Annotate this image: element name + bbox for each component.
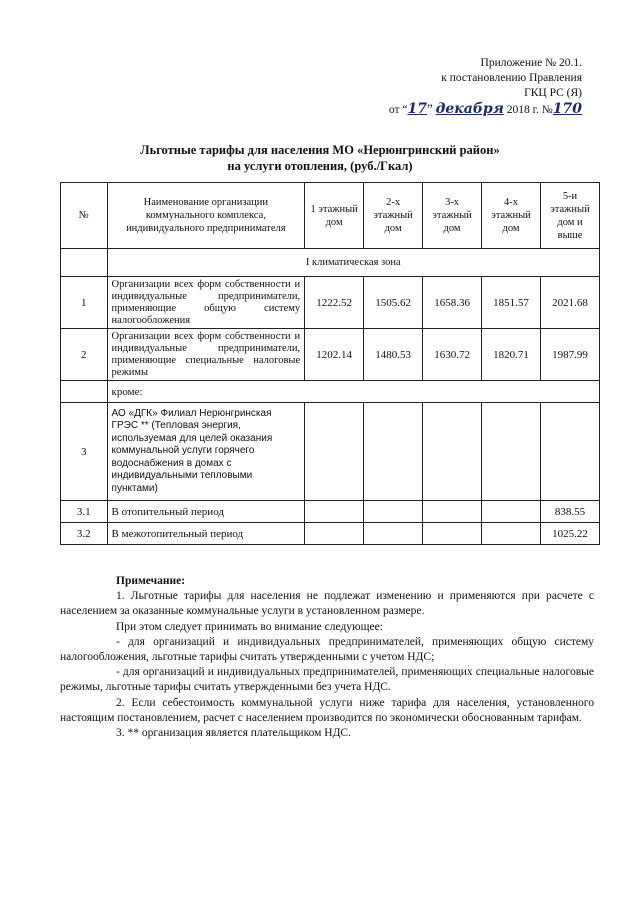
row-org: АО «ДГК» Филиал Нерюнгринская ГРЭС ** (Тепловая энергия, используемая для целей оказания коммунальной услуги горячего водоснабжения в домах с индивидуальными тепловыми пунктами) bbox=[107, 403, 305, 501]
document-title bbox=[0, 142, 640, 174]
note-3: - для организаций и индивидуальных предпринимателей, применяющих общую систему налогообложения, льготные тарифы считать утвержденными с учетом НДС; bbox=[60, 635, 594, 664]
row-value: 1202.14 bbox=[305, 329, 364, 381]
appendix-line-3: ГКЦ РС (Я) bbox=[524, 87, 582, 99]
climate-zone-label: I климатическая зона bbox=[107, 249, 599, 277]
table-row bbox=[61, 277, 600, 329]
appendix-line-2: к постановлению Правления bbox=[441, 72, 582, 84]
table-row bbox=[61, 523, 600, 545]
header-org: Наименование организации коммунального комплекса, индивидуального предпринимателя bbox=[107, 183, 305, 249]
notes-section bbox=[60, 574, 594, 741]
row-num: 2 bbox=[61, 329, 108, 381]
title-line-1: Льготные тарифы для населения МО «Нерюнгринский район» bbox=[140, 143, 500, 157]
table-header-row bbox=[61, 183, 600, 249]
table-except-row bbox=[61, 381, 600, 403]
tariff-table bbox=[60, 182, 600, 545]
row-value: 1025.22 bbox=[541, 523, 600, 545]
row-org: В межотопительный период bbox=[107, 523, 305, 545]
table-row bbox=[61, 501, 600, 523]
header-2-floor: 2-х этажный дом bbox=[364, 183, 423, 249]
date-suffix: 2018 г. № bbox=[506, 104, 553, 116]
header-num: № bbox=[61, 183, 108, 249]
row-value: 1820.71 bbox=[482, 329, 541, 381]
row-value: 1658.36 bbox=[423, 277, 482, 329]
appendix-line-1: Приложение № 20.1. bbox=[480, 57, 582, 69]
date-prefix: от “ bbox=[388, 104, 408, 116]
except-label: кроме: bbox=[107, 381, 599, 403]
table-row bbox=[61, 403, 600, 501]
appendix-date-line bbox=[362, 101, 582, 118]
row-num: 3 bbox=[61, 403, 108, 501]
note-5: 2. Если себестоимость коммунальной услуги ниже тарифа для населения, установленного настоящим постановлением, расчет с населением производится по экономически обоснованным тарифам. bbox=[60, 696, 594, 724]
row-org: В отопительный период bbox=[107, 501, 305, 523]
row-value: 1851.57 bbox=[482, 277, 541, 329]
header-5-floor: 5-и этажный дом и выше bbox=[541, 183, 600, 249]
table-zone-row bbox=[61, 249, 600, 277]
appendix-block bbox=[362, 56, 582, 118]
note-6: 3. ** организация является плательщиком НДС. bbox=[116, 727, 351, 740]
row-value: 1480.53 bbox=[364, 329, 423, 381]
row-org: Организации всех форм собственности и индивидуальные предприниматели, применяющие общую систему налогообложения bbox=[107, 277, 305, 329]
row-value: 1630.72 bbox=[423, 329, 482, 381]
header-1-floor: 1 этажный дом bbox=[305, 183, 364, 249]
row-num: 3.1 bbox=[61, 501, 108, 523]
header-3-floor: 3-х этажный дом bbox=[423, 183, 482, 249]
notes-heading: Примечание: bbox=[116, 575, 186, 587]
row-org: Организации всех форм собственности и индивидуальные предприниматели, применяющие специальные налоговые режимы bbox=[107, 329, 305, 381]
row-value: 838.55 bbox=[541, 501, 600, 523]
row-num: 1 bbox=[61, 277, 108, 329]
row-value: 1987.99 bbox=[541, 329, 600, 381]
table-row bbox=[61, 329, 600, 381]
date-month: декабря bbox=[435, 101, 504, 117]
row-num: 3.2 bbox=[61, 523, 108, 545]
row-value: 1505.62 bbox=[364, 277, 423, 329]
note-2: При этом следует принимать во внимание следующее: bbox=[116, 620, 383, 633]
date-mid: ” bbox=[426, 101, 433, 116]
header-4-floor: 4-х этажный дом bbox=[482, 183, 541, 249]
row-value: 1222.52 bbox=[305, 277, 364, 329]
note-1: 1. Льготные тарифы для населения не подлежат изменению и применяются при расчете с населением за оказанные коммунальные услуги в установленном размере. bbox=[60, 590, 594, 618]
row-value: 2021.68 bbox=[541, 277, 600, 329]
note-4: - для организаций и индивидуальных предпринимателей, применяющих специальные налоговые режимы, льготные тарифы считать утвержденными без учета НДС. bbox=[60, 666, 594, 694]
title-line-2: на услуги отопления, (руб./Гкал) bbox=[227, 159, 413, 173]
date-day: 17 bbox=[407, 101, 427, 117]
doc-number: 170 bbox=[552, 101, 582, 117]
